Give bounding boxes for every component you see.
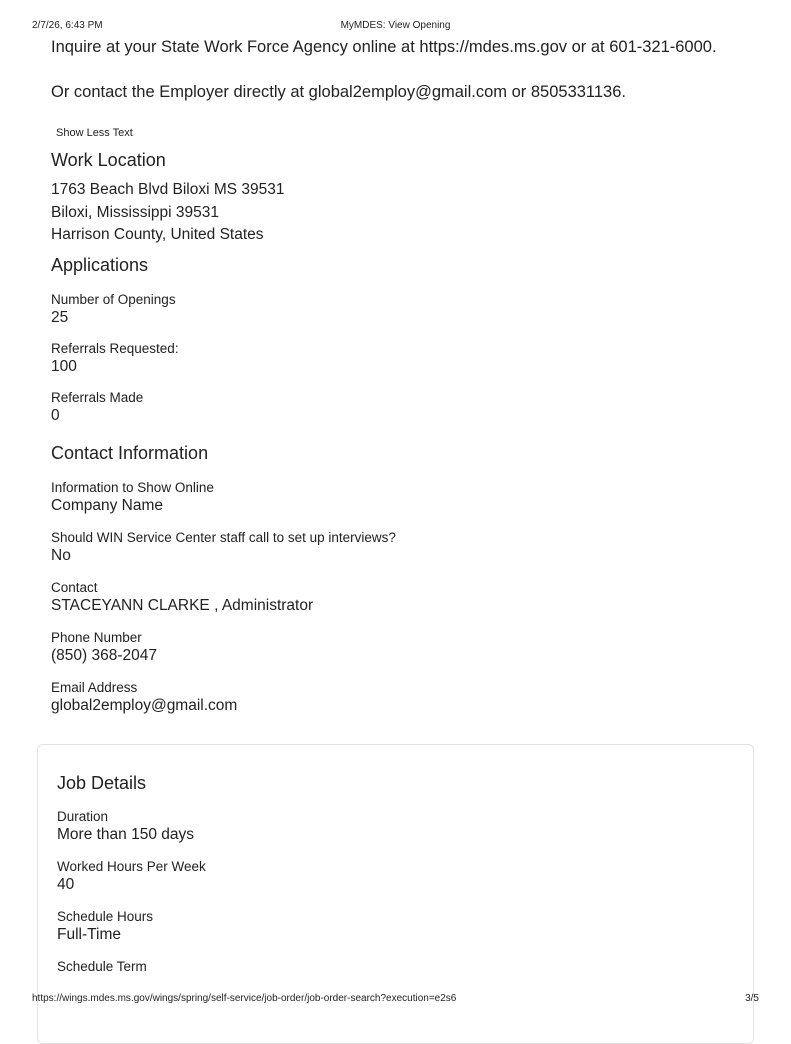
referrals-requested-value: 100 — [51, 357, 77, 375]
job-details-heading: Job Details — [57, 773, 147, 793]
job-opening-content — [51, 36, 761, 716]
email-label: Email Address — [51, 679, 138, 695]
print-header — [32, 20, 759, 32]
address-line-county: Harrison County, United States — [51, 226, 264, 243]
show-less-text-link[interactable]: Show Less Text — [56, 127, 133, 139]
print-footer — [32, 993, 759, 1005]
openings-value: 25 — [51, 308, 69, 326]
email-field — [51, 679, 761, 716]
print-page-number: 3/5 — [745, 993, 759, 1004]
referrals-made-field — [51, 389, 761, 426]
phone-field — [51, 629, 761, 666]
duration-field — [57, 808, 734, 845]
contact-information-heading: Contact Information — [51, 442, 209, 463]
referrals-requested-label: Referrals Requested: — [51, 340, 179, 356]
win-call-label: Should WIN Service Center staff call to set up interviews? — [51, 529, 396, 545]
inquire-text: Inquire at your State Work Force Agency online at https://mdes.ms.gov or at 601-321-6000. — [51, 38, 717, 56]
show-online-field — [51, 479, 761, 516]
hours-per-week-field — [57, 858, 734, 895]
hours-per-week-value: 40 — [57, 876, 75, 893]
print-datetime: 2/7/26, 6:43 PM — [32, 20, 103, 31]
openings-field — [51, 291, 761, 328]
schedule-term-label: Schedule Term — [57, 959, 147, 974]
print-page-url: https://wings.mdes.ms.gov/wings/spring/self-service/job-order/job-order-search?execution=e2s6 — [32, 993, 457, 1004]
phone-label: Phone Number — [51, 629, 142, 645]
win-call-value: No — [51, 546, 71, 564]
duration-label: Duration — [57, 809, 109, 824]
referrals-made-label: Referrals Made — [51, 389, 144, 405]
contact-value: STACEYANN CLARKE , Administrator — [51, 596, 314, 614]
duration-value: More than 150 days — [57, 826, 195, 843]
contact-field — [51, 579, 761, 616]
referrals-made-value: 0 — [51, 406, 60, 424]
employer-contact-text: Or contact the Employer directly at global2employ@gmail.com or 8505331136. — [51, 83, 626, 101]
win-call-field — [51, 529, 761, 566]
print-document-title: MyMDES: View Opening — [340, 20, 451, 31]
schedule-hours-field — [57, 908, 734, 945]
work-location-address — [51, 179, 761, 247]
applications-heading: Applications — [51, 254, 149, 275]
show-online-label: Information to Show Online — [51, 479, 214, 495]
schedule-hours-value: Full-Time — [57, 926, 122, 943]
work-location-heading: Work Location — [51, 150, 166, 170]
contact-label: Contact — [51, 579, 98, 595]
hours-per-week-label: Worked Hours Per Week — [57, 859, 206, 874]
phone-value: (850) 368-2047 — [51, 646, 157, 664]
address-line-street: 1763 Beach Blvd Biloxi MS 39531 — [51, 181, 285, 198]
address-line-city: Biloxi, Mississippi 39531 — [51, 203, 219, 221]
schedule-hours-label: Schedule Hours — [57, 909, 154, 924]
referrals-requested-field — [51, 340, 761, 377]
schedule-term-field — [57, 958, 734, 975]
email-value: global2employ@gmail.com — [51, 696, 238, 714]
show-online-value: Company Name — [51, 496, 163, 514]
openings-label: Number of Openings — [51, 291, 176, 307]
